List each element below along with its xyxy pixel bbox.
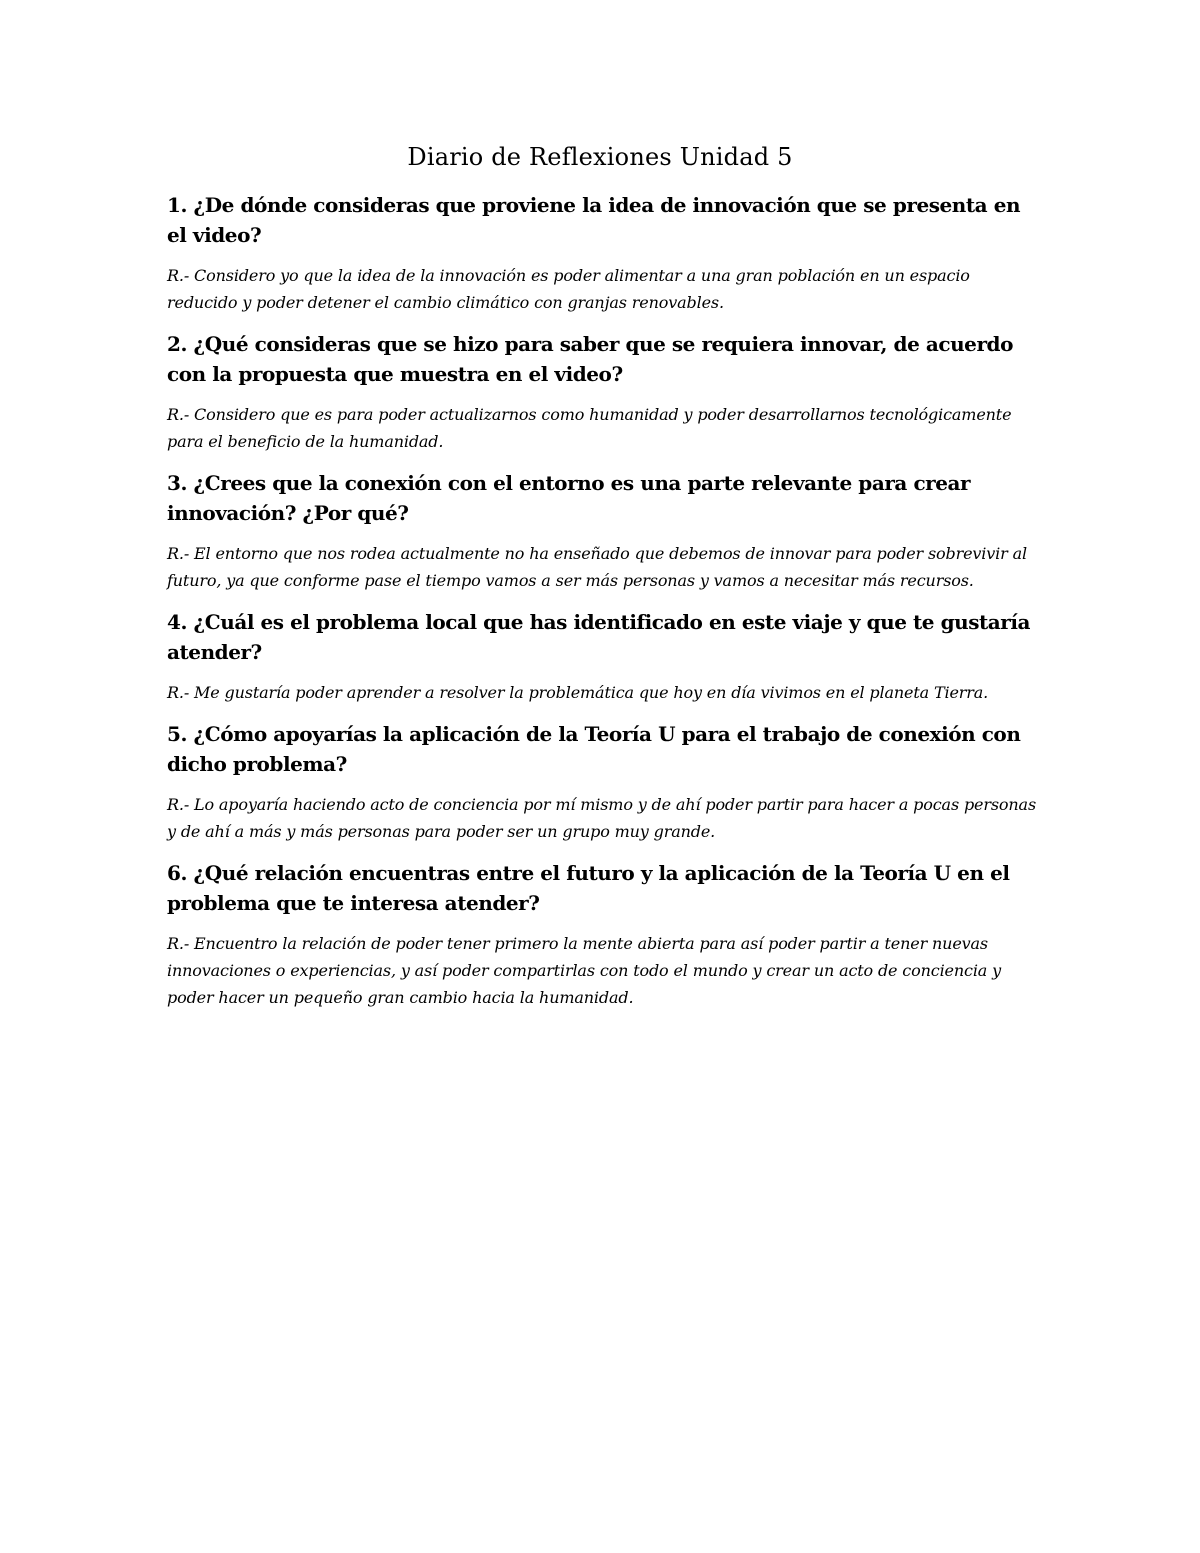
answer-1: R.- Considero yo que la idea de la innovación es poder alimentar a una gran población en un espacio reducido y poder detener el cambio climático con granjas renovables. xyxy=(167,266,970,312)
question-block-5 xyxy=(167,719,1037,845)
answer-3: R.- El entorno que nos rodea actualmente no ha enseñado que debemos de innovar para poder sobrevivir al futuro, ya que conforme pase el tiempo vamos a ser más personas y vamos a necesitar más recursos. xyxy=(167,544,1027,590)
answer-6: R.- Encuentro la relación de poder tener primero la mente abierta para así poder partir a tener nuevas innovaciones o experiencias, y así poder compartirlas con todo el mundo y crear un acto de conciencia y poder hacer un pequeño gran cambio hacia la humanidad. xyxy=(167,934,1002,1007)
question-block-4 xyxy=(167,607,1037,706)
answer-5: R.- Lo apoyaría haciendo acto de conciencia por mí mismo y de ahí poder partir para hacer a pocas personas y de ahí a más y más personas para poder ser un grupo muy grande. xyxy=(167,795,1036,841)
question-block-1 xyxy=(167,190,1037,316)
questions-list xyxy=(167,190,1037,1024)
document-title: Diario de Reflexiones Unidad 5 xyxy=(407,143,793,171)
question-block-2 xyxy=(167,329,1037,455)
answer-2: R.- Considero que es para poder actualizarnos como humanidad y poder desarrollarnos tecnológicamente para el beneficio de la humanidad. xyxy=(167,405,1012,451)
question-6: 6. ¿Qué relación encuentras entre el futuro y la aplicación de la Teoría U en el problema que te interesa atender? xyxy=(167,861,1010,915)
question-3: 3. ¿Crees que la conexión con el entorno es una parte relevante para crear innovación? ¿Por qué? xyxy=(167,471,971,525)
question-2: 2. ¿Qué consideras que se hizo para saber que se requiera innovar, de acuerdo con la propuesta que muestra en el video? xyxy=(167,332,1013,386)
answer-4: R.- Me gustaría poder aprender a resolver la problemática que hoy en día vivimos en el planeta Tierra. xyxy=(167,683,989,702)
question-4: 4. ¿Cuál es el problema local que has identificado en este viaje y que te gustaría atender? xyxy=(167,610,1031,664)
question-1: 1. ¿De dónde consideras que proviene la idea de innovación que se presenta en el video? xyxy=(167,193,1021,247)
question-block-6 xyxy=(167,858,1037,1011)
question-block-3 xyxy=(167,468,1037,594)
question-5: 5. ¿Cómo apoyarías la aplicación de la Teoría U para el trabajo de conexión con dicho problema? xyxy=(167,722,1021,776)
